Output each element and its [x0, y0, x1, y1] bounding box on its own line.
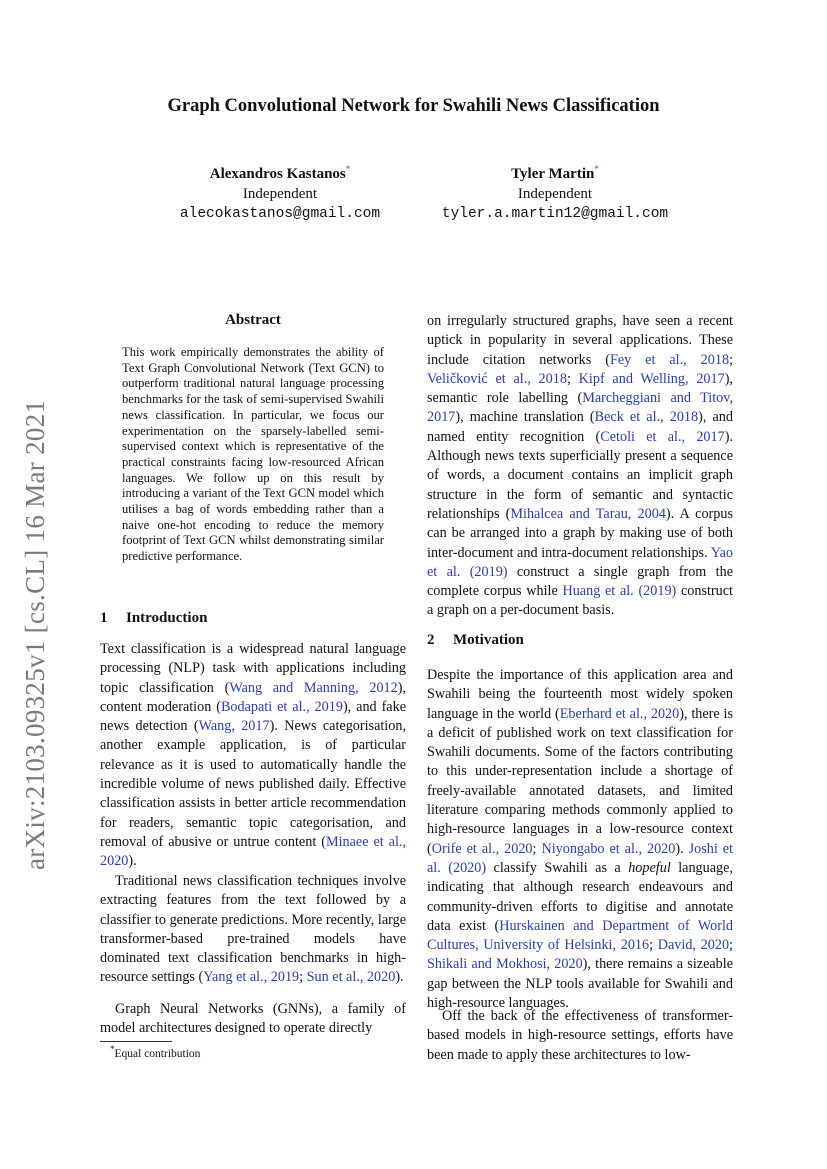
- author-email[interactable]: tyler.a.martin12@gmail.com: [441, 206, 669, 222]
- author-name: Alexandros Kastanos*: [209, 164, 351, 182]
- citation-link[interactable]: Beck et al., 2018: [594, 409, 699, 426]
- citation-link[interactable]: Marcheggiani and Titov, 2017: [427, 390, 733, 426]
- citation-link[interactable]: David, 2020: [657, 937, 730, 954]
- citation-link[interactable]: Cetoli et al., 2017: [600, 428, 725, 445]
- abstract-heading: Abstract: [225, 312, 281, 328]
- author-affiliation: Independent: [517, 186, 593, 202]
- citation-link[interactable]: Veličković et al., 2018: [427, 370, 567, 387]
- intro-paragraph-2: Traditional news classification techniques involve extracting features from the text followed by a classifier to generate predictions. More recently, large transformer-based pre-trained models have dominated text classification benchmarks in high-resource settings (Yang et al., 2019; Sun et al., 2020).: [100, 873, 406, 986]
- citation-link[interactable]: Sun et al., 2020: [306, 969, 396, 986]
- citation-link[interactable]: Joshi et al. (2020): [427, 840, 733, 876]
- motivation-paragraph-1: Despite the importance of this application area and Swahili being the fourteenth most widely spoken language in the world (Eberhard et al., 2020), there is a deficit of published work on text classification for Swahili documents. Some of the factors contributing to this under-representation include a shortage of freely-available annotated datasets, and limited literature comparing methods commonly applied to high-resource languages in a low-resource context (Orife et al., 2020; Niyongabo et al., 2020). Joshi et al. (2020) classify Swahili as a hopeful language, indicating that although research endeavours and community-driven efforts to digitise and annotate data exist (Hurskainen and Department of World Cultures, University of Helsinki, 2016; David, 2020; Shikali and Mokhosi, 2020), there remains a sizeable gap between the NLP tools available for Swahili and high-resource languages.: [427, 667, 734, 1012]
- author-email[interactable]: alecokastanos@gmail.com: [179, 206, 381, 222]
- citation-link[interactable]: Fey et al., 2018: [609, 351, 730, 368]
- citation-link[interactable]: Huang et al. (2019): [562, 583, 677, 600]
- citation-link[interactable]: Yao et al. (2019): [427, 544, 733, 580]
- footnote: *Equal contribution: [110, 1044, 201, 1060]
- arxiv-identifier: arXiv:2103.09325v1 [cs.CL] 16 Mar 2021: [20, 399, 50, 870]
- section-heading-motivation: 2 Motivation: [427, 632, 524, 648]
- intro-paragraph-1: Text classification is a widespread natural language processing (NLP) task with applications including topic classification (Wang and Manning, 2012), content moderation (Bodapati et al., 2019), and fake news detection (Wang, 2017). News categorisation, another example application, is of particular relevance as it is used to automatically handle the incredible volume of news published daily. Effective classification assists in better article recommendation for readers, semantic topic categorisation, and removal of abusive or untrue content (Minaee et al., 2020).: [100, 641, 407, 870]
- intro-paragraph-3: Graph Neural Networks (GNNs), a family of model architectures designed to operate directly: [100, 1001, 406, 1037]
- citation-link[interactable]: Eberhard et al., 2020: [559, 705, 680, 722]
- citation-link[interactable]: Bodapati et al., 2019: [220, 698, 343, 715]
- citation-link[interactable]: Shikali and Mokhosi, 2020: [427, 956, 583, 973]
- author-affiliation: Independent: [242, 186, 318, 202]
- author-name: Tyler Martin*: [511, 164, 599, 182]
- citation-link[interactable]: Wang and Manning, 2012: [229, 679, 398, 696]
- author-block: [420, 164, 690, 224]
- paper-title: Graph Convolutional Network for Swahili News Classification: [167, 96, 660, 116]
- footnote-divider: [100, 1041, 172, 1042]
- citation-link[interactable]: Mihalcea and Tarau, 2004: [510, 505, 666, 522]
- author-block: [160, 164, 400, 224]
- citation-link[interactable]: Yang et al., 2019: [203, 969, 300, 986]
- citation-link[interactable]: Orife et al., 2020: [431, 840, 533, 857]
- citation-link[interactable]: Minaee et al., 2020: [100, 833, 406, 870]
- intro-paragraph-3-continued: on irregularly structured graphs, have seen a recent uptick in popularity in several applications. These include citation networks (Fey et al., 2018; Veličković et al., 2018; Kipf and Welling, 2017), semantic role labelling (Marcheggiani and Titov, 2017), machine translation (Beck et al., 2018), and named entity recognition (Cetoli et al., 2017). Although news texts superficially present a sequence of words, a document contains an implicit graph structure in the form of semantic and syntactic relationships (Mihalcea and Tarau, 2004). A corpus can be arranged into a graph by making use of both inter-document and intra-document relationships. Yao et al. (2019) construct a single graph from the complete corpus while Huang et al. (2019) construct a graph on a per-document basis.: [427, 313, 734, 619]
- citation-link[interactable]: Kipf and Welling, 2017: [578, 370, 725, 387]
- citation-link[interactable]: Niyongabo et al., 2020: [541, 840, 676, 857]
- citation-link[interactable]: Hurskainen and Department of World Cultures, University of Helsinki, 2016: [427, 917, 733, 954]
- citation-link[interactable]: Wang, 2017: [198, 718, 270, 735]
- section-heading-introduction: 1 Introduction: [100, 610, 208, 626]
- motivation-paragraph-2: Off the back of the effectiveness of transformer-based models in high-resource settings, efforts have been made to apply these architectures to low-: [427, 1008, 733, 1063]
- abstract-text: This work empirically demonstrates the ability of Text Graph Convolutional Network (Text GCN) to outperform traditional natural language processing benchmarks for the task of semi-supervised Swahili news classification. In particular, we focus our experimentation on the sparsely-labelled semi-supervised context which is representative of the practical constraints facing low-resourced African languages. We follow up on this result by introducing a variant of the Text GCN model which utilises a bag of words embedding rather than a naive one-hot encoding to reduce the memory footprint of Text GCN whilst demonstrating similar predictive performance.: [122, 345, 384, 564]
